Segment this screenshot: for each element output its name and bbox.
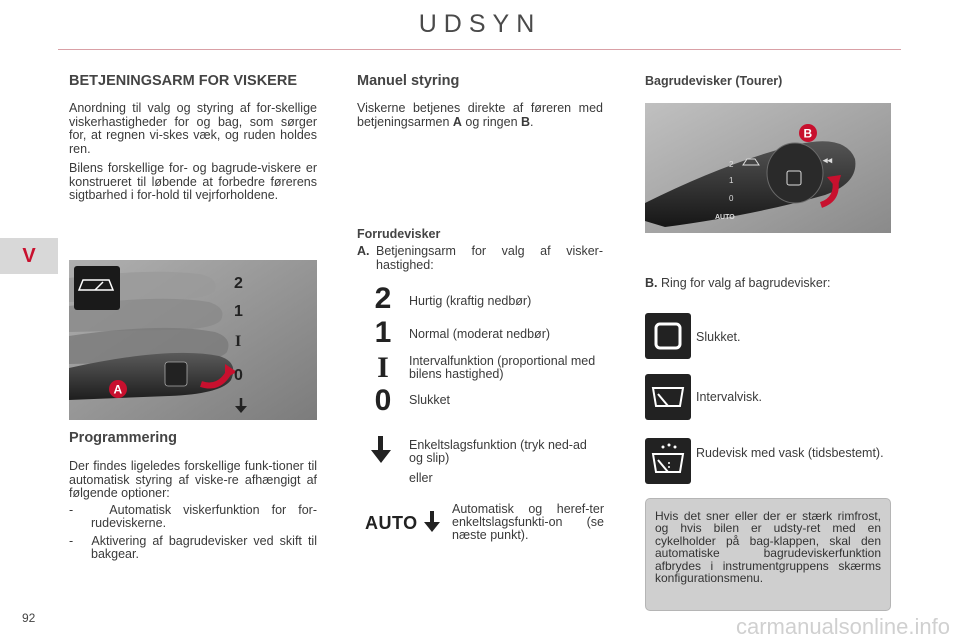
photo-label-2: 2	[234, 275, 243, 292]
svg-text:1: 1	[729, 176, 734, 185]
auto-arrow-icon	[424, 511, 440, 533]
front-wiper-heading: Forrudevisker	[357, 227, 441, 241]
svg-text:I: I	[235, 333, 242, 350]
page-title: UDSYN	[418, 10, 542, 38]
ring-b-description: B. Ring for valg af bagrudevisker:	[645, 276, 831, 290]
intro-paragraph-2: Bilens forskellige for- og bagrude-viskere er konstrueret til løbende at forbedre førerens sigtbarhed i for-hold til vejrforholdene.	[69, 161, 317, 202]
front-wiper-section	[357, 227, 603, 272]
interval-icon: I	[377, 351, 389, 384]
single-wipe-arrow-icon	[370, 436, 392, 464]
auto-label: Automatisk og heref-ter enkeltslagsfunkti-on (se næste punkt).	[452, 502, 604, 542]
svg-text:0: 0	[729, 194, 734, 203]
photo-label-auto: AUTO	[715, 214, 735, 221]
rear-wash-label: Rudevisk med vask (tidsbestemt).	[696, 446, 884, 460]
rear-wiper-section	[645, 74, 891, 88]
manual-intro: Viskerne betjenes direkte af føreren med betjeningsarmen A og ringen B.	[357, 101, 603, 129]
speed-1-icon: 1	[374, 316, 392, 349]
speed-2-label: Hurtig (kraftig nedbør)	[409, 294, 532, 308]
svg-text:2: 2	[729, 160, 734, 169]
rear-wiper-ring-photo	[645, 103, 891, 233]
wiper-stalk-heading: BETJENINGSARM FOR VISKERE	[69, 73, 297, 89]
manual-control-heading: Manuel styring	[357, 73, 460, 89]
programming-paragraph: Der findes ligeledes forskellige funk-tioner til automatisk styring af viske-re afhængigt af følgende optioner:	[69, 459, 317, 500]
front-wiper-stalk-photo	[69, 260, 317, 420]
title-divider	[58, 49, 901, 50]
svg-text:◂◂: ◂◂	[823, 155, 833, 165]
speed-1-label: Normal (moderat nedbør)	[409, 327, 551, 341]
intro-paragraph: Anordning til valg og styring af for-skellige viskerhastigheder for og bag, som sørger for, at regnen vi-skes væk, og ruden holdes ren.	[69, 101, 317, 156]
rear-wiper-heading: Bagrudevisker (Tourer)	[645, 74, 783, 88]
snow-note-text: Hvis det sner eller der er stærk rimfrost, og hvis bilen er udsty-ret med en cykelholder på bag-klappen, skal den automatiske bagrudeviskerfunktion afbrydes i instrumentgruppens skærms konfigurationsmenu.	[655, 509, 881, 586]
auto-icon: AUTO	[365, 513, 418, 533]
stalk-a-description: A. Betjeningsarm for valg af visker-hastighed:	[357, 244, 603, 272]
off-icon: 0	[374, 384, 392, 417]
list-item: - Aktivering af bagrudevisker ved skift til bakgear.	[69, 533, 317, 561]
or-label: eller	[409, 471, 433, 485]
watermark: carmanualsonline.info	[735, 614, 950, 639]
programming-section	[69, 431, 317, 566]
off-square-icon	[645, 313, 691, 359]
chapter-tab[interactable]: V	[0, 238, 58, 274]
photo-label-0: 0	[234, 367, 243, 384]
off-label: Slukket	[409, 393, 450, 407]
photo-label-a: A	[113, 382, 123, 397]
manual-control-section	[357, 74, 603, 129]
ring-illustration	[645, 103, 891, 233]
photo-label-1: 1	[234, 303, 243, 320]
single-wipe-label: Enkeltslagsfunktion (tryk ned-ad og slip)	[409, 438, 587, 465]
rear-off-label: Slukket.	[696, 330, 741, 344]
rear-wash-icon	[645, 438, 691, 484]
list-item: - Automatisk viskerfunktion for for-rudeviskerne.	[69, 502, 317, 530]
photo-label-b: B	[803, 126, 813, 141]
rear-wiper-icon	[645, 374, 691, 420]
speed-2-icon: 2	[374, 282, 392, 315]
interval-label: Intervalfunktion (proportional med bilens hastighed)	[409, 354, 596, 381]
page-number: 92	[22, 611, 36, 625]
rear-interval-label: Intervalvisk.	[696, 390, 762, 404]
left-column	[69, 74, 317, 203]
options-list	[69, 504, 317, 562]
snow-note-box	[645, 498, 891, 611]
stalk-illustration	[69, 260, 317, 420]
programming-heading: Programmering	[69, 430, 177, 446]
